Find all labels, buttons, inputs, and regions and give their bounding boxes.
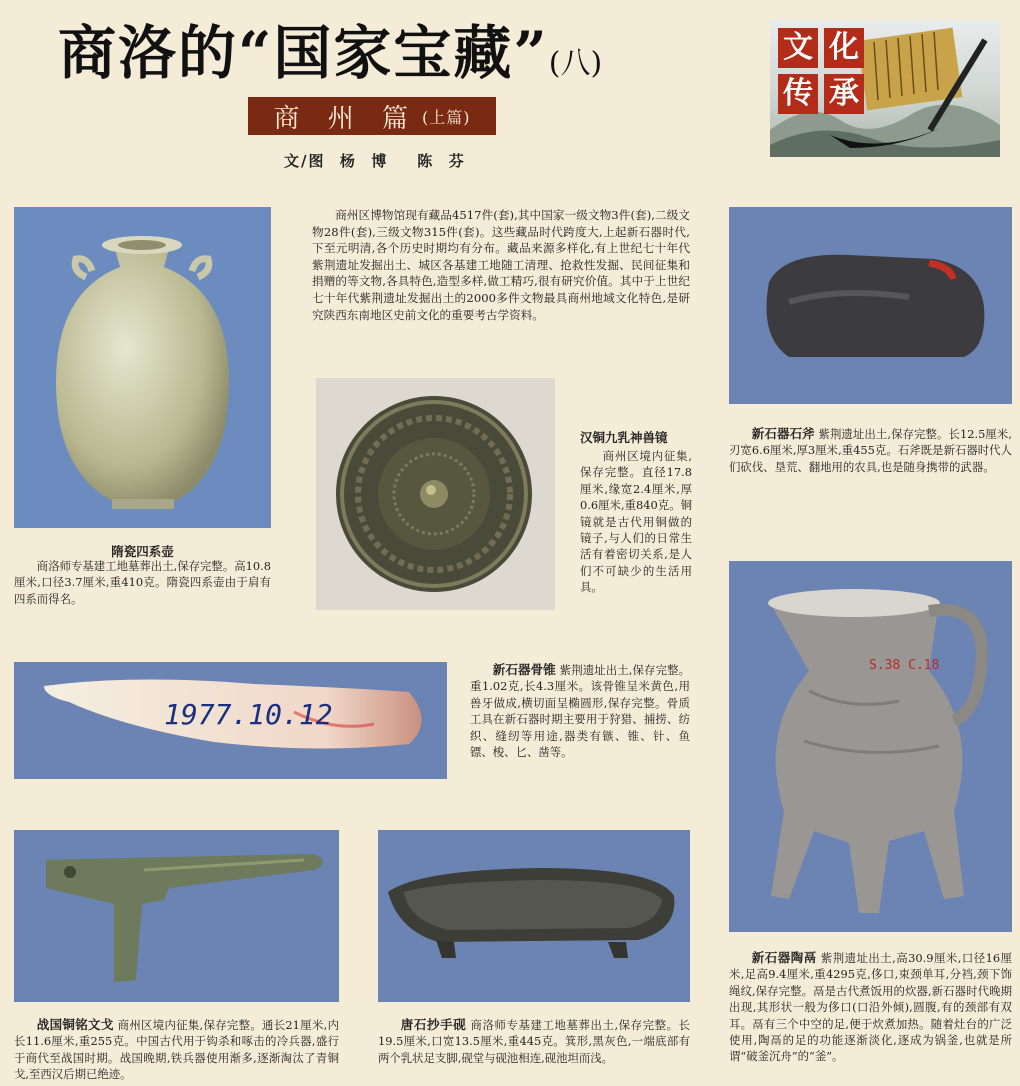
section-banner xyxy=(248,97,496,135)
jar-caption: 商洛师专基建工地墓葬出土,保存完整。高10.8厘米,口径3.7厘米,重410克。隋瓷四系壶由于肩有四系而得名。 xyxy=(14,559,271,606)
mirror-caption: 商州区境内征集,保存完整。直径17.8厘米,缘宽2.4厘米,厚0.6厘米,重840克。铜镜就是古代用铜做的镜子,与人们的日常生活有着密切关系,是人们不可缺少的生活用具。 xyxy=(580,449,692,595)
intro-paragraph: 商州区博物馆现有藏品4517件(套),其中国家一级文物3件(套),二级文物28件(套),三级文物315件(套)。这些藏品时代跨度大,上起新石器时代,下至元明清,各个历史时期均有分布。藏品来源多样化,有上世纪七十年代紫荆遗址发掘出土、城区各基建工地随工清理、抢救性发掘、民间征集和捐赠的等文物,各具特色,造型多样,做工精巧,很有研究价值。其中于上世纪七十年代紫荆遗址发掘出土的2000多件文物最具商州地域文化特色,是研究陕西东南地区史前文化的重要考古学资料。 xyxy=(312,208,690,322)
ge-caption: 商州区境内征集,保存完整。通长21厘米,内长11.6厘米,重255克。中国古代用于钩杀和啄击的冷兵器,盛行于商代至战国时期。战国晚期,铁兵器使用渐多,逐渐淘汰了青铜戈,至西汉后期已绝迹。 xyxy=(14,1018,339,1082)
ge-title: 战国铜铭文戈 xyxy=(36,1017,114,1032)
jar-title: 隋瓷四系壶 xyxy=(111,544,174,559)
logo-char-2: 化 xyxy=(824,28,864,68)
bone-awl-photo xyxy=(14,662,447,779)
awl-text-block xyxy=(470,662,690,760)
inkstone-photo xyxy=(378,830,690,1002)
awl-caption: 紫荆遗址出土,保存完整。重1.02克,长4.3厘米。该骨锥呈米黄色,用兽牙做成,横切面呈椭圆形,保存完整。骨质工具在新石器时期主要用于狩猎、捕捞、纺织、缝纫等用途,器类有镞、锥、针、鱼镖、梭、匕、凿等。 xyxy=(470,663,690,760)
bronze-dagger-axe-photo xyxy=(14,830,339,1002)
mirror-text-block xyxy=(580,428,692,596)
byline: 文/图 杨 博 陈 芬 xyxy=(284,152,466,170)
axe-caption: 紫荆遗址出土,保存完整。长12.5厘米,刃宽6.6厘米,厚3厘米,重455克。石斧既是新石器时代人们砍伐、垦荒、翻地用的农具,也是随身携带的武器。 xyxy=(729,427,1012,474)
awl-title: 新石器骨锥 xyxy=(492,662,556,677)
pottery-li-photo xyxy=(729,561,1012,932)
mirror-title: 汉铜九乳神兽镜 xyxy=(580,430,668,445)
li-caption: 紫荆遗址出土,高30.9厘米,口径16厘米,足高9.4厘米,重4295克,侈口,束颈单耳,分裆,颈下饰绳纹,保存完整。鬲是古代煮饭用的炊器,新石器时代晚期出现,其形状一般为侈口(口沿外倾),圆腹,有的颈部有双耳。鬲有三个中空的足,便于炊煮加热。随着灶台的广泛使用,陶鬲的足的功能逐渐淡化,逐成为锅釜,也就是所谓“破釜沉舟”的“釜”。 xyxy=(729,951,1012,1064)
inkstone-title: 唐石抄手砚 xyxy=(400,1017,467,1032)
logo-char-3: 传 xyxy=(778,74,818,114)
axe-text-block xyxy=(729,426,1012,475)
culture-heritage-logo xyxy=(770,20,1000,157)
inkstone-caption: 商洛师专基建工地墓葬出土,保存完整。长19.5厘米,口宽13.5厘米,重445克。箕形,黑灰色,一端底部有两个乳状足支脚,砚堂与砚池相连,砚池坦而浅。 xyxy=(378,1018,691,1065)
title-part: (八) xyxy=(548,46,603,81)
logo-char-1: 文 xyxy=(778,28,818,68)
inkstone-text-block xyxy=(378,1017,690,1066)
logo-char-4: 承 xyxy=(824,74,864,114)
page-title: 商洛的“国家宝藏”(八) xyxy=(58,19,603,87)
section-sub-label: (上篇) xyxy=(422,107,471,127)
bronze-mirror-photo xyxy=(316,378,555,610)
section-label: 商 州 篇 xyxy=(273,103,419,134)
porcelain-jar-photo xyxy=(14,207,271,528)
li-text-block xyxy=(729,950,1012,1065)
li-label-text: S.38 C.18 xyxy=(869,658,940,673)
ge-text-block xyxy=(14,1017,339,1083)
li-title: 新石器陶鬲 xyxy=(751,950,817,965)
axe-title: 新石器石斧 xyxy=(751,426,815,441)
stone-axe-photo xyxy=(729,207,1012,404)
awl-inscription-text: 1977.10.12 xyxy=(164,698,333,731)
